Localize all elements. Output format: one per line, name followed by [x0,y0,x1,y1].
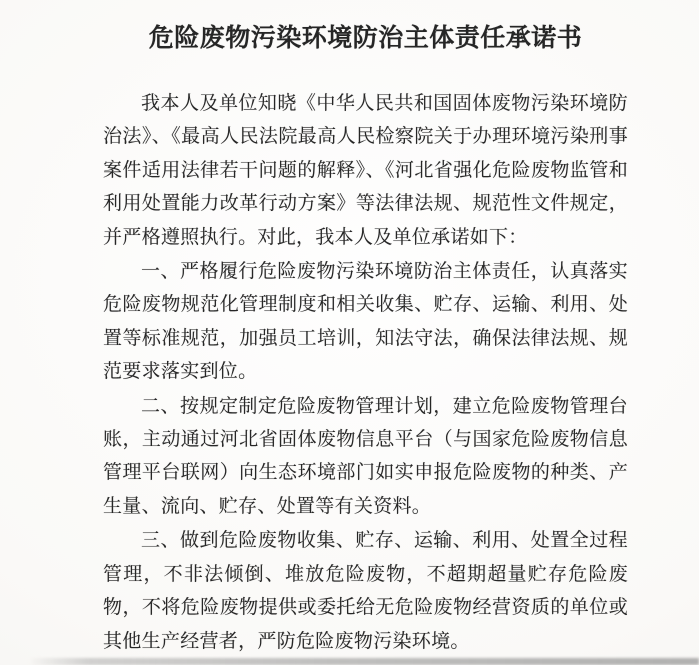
page-content [103,0,628,658]
paragraph-item-3: 三、做到危险废物收集、贮存、运输、利用、处置全过程管理，不非法倾倒、堆放危险废物，不超期超量贮存危险废物，不将危险废物提供或委托给无危险废物经营资质的单位或其他生产经营者，严防危险废物污染环境。 [103,529,628,652]
paragraph-item-2: 二、按规定制定危险废物管理计划，建立危险废物管理台账，主动通过河北省固体废物信息平台（与国家危险废物信息管理平台联网）向生态环境部门如实申报危险废物的种类、产生量、流向、贮存、处置等有关资料。 [103,394,628,517]
page-bottom-edge-shadow [28,658,699,665]
paragraph-item-1: 一、严格履行危险废物污染环境防治主体责任，认真落实危险废物规范化管理制度和相关收集、贮存、运输、利用、处置等标准规范，加强员工培训，知法守法，确保法律法规、规范要求落实到位。 [103,260,628,383]
document-title: 危险废物污染环境防治主体责任承诺书 [148,23,583,52]
paragraph-intro: 我本人及单位知晓《中华人民共和国固体废物污染环境防治法》、《最高人民法院最高人民检察院关于办理环境污染刑事案件适用法律若干问题的解释》、《河北省强化危险废物监管和利用处置能力改革行动方案》等法律法规、规范性文件规定，并严格遵照执行。对此，我本人及单位承诺如下： [103,92,628,248]
document-body [103,87,628,658]
